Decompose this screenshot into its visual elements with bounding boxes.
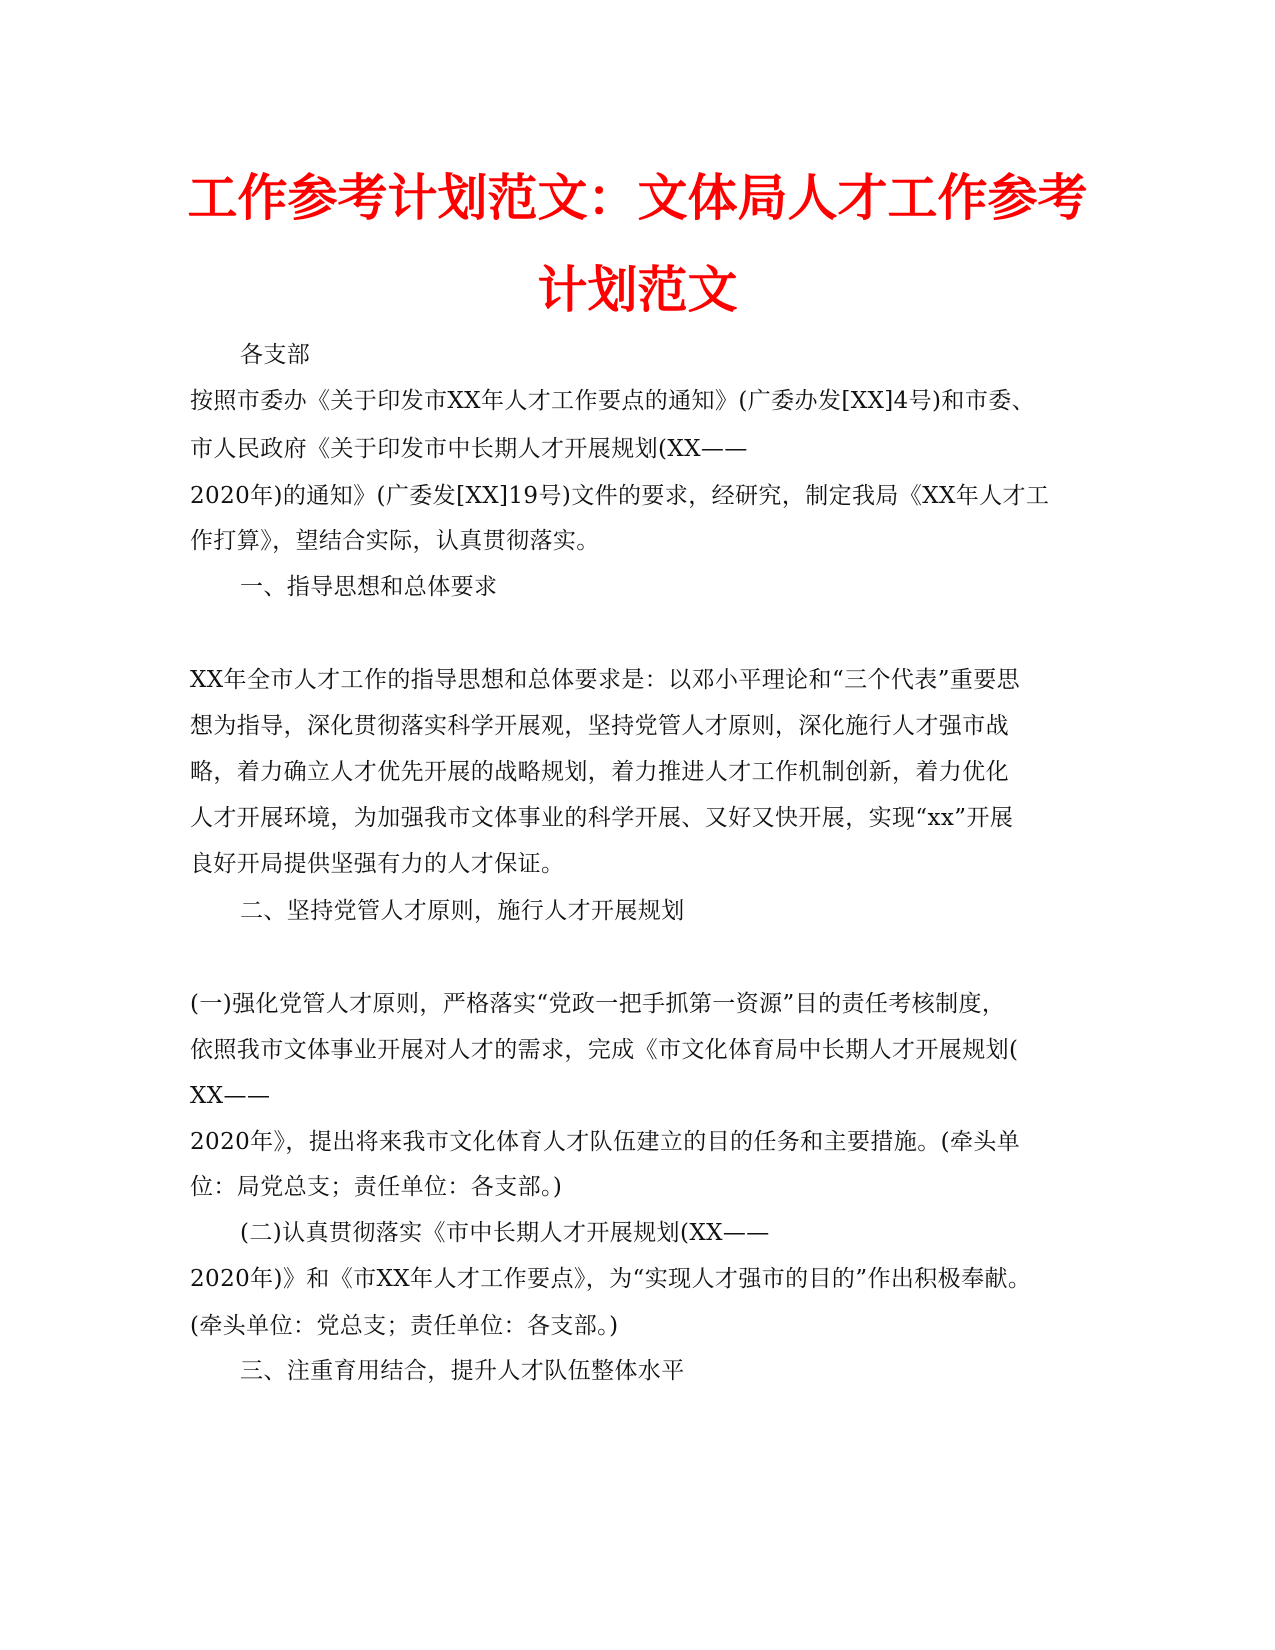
section-heading-1: 一、指导思想和总体要求 bbox=[240, 574, 498, 600]
paragraph-line: (一)强化党管人才原则，严格落实“党政一把手抓第一资源”目的责任考核制度， bbox=[190, 991, 1006, 1017]
section-heading-3: 三、注重育用结合，提升人才队伍整体水平 bbox=[240, 1358, 685, 1384]
document-title-line-1: 工作参考计划范文：文体局人才工作参考 bbox=[187, 169, 1088, 227]
paragraph-line: 依照我市文体事业开展对人才的需求，完成《市文化体育局中长期人才开展规划( bbox=[190, 1037, 1019, 1063]
paragraph-line: (二)认真贯彻落实《市中长期人才开展规划(XX—— bbox=[240, 1220, 770, 1246]
paragraph-line: XX年全市人才工作的指导思想和总体要求是：以邓小平理论和“三个代表”重要思 bbox=[190, 667, 1021, 693]
document-title-line-2: 计划范文 bbox=[537, 261, 738, 319]
section-heading-2: 二、坚持党管人才原则，施行人才开展规划 bbox=[240, 898, 685, 924]
paragraph-line: 人才开展环境，为加强我市文体事业的科学开展、又好又快开展，实现“xx”开展 bbox=[190, 805, 1014, 831]
paragraph-line: (牵头单位：党总支；责任单位：各支部。) bbox=[190, 1313, 619, 1339]
paragraph-line: 市人民政府《关于印发市中长期人才开展规划(XX—— bbox=[190, 436, 748, 462]
paragraph-line: 位：局党总支；责任单位：各支部。) bbox=[190, 1174, 563, 1200]
paragraph-line: 2020年》，提出将来我市文化体育人才队伍建立的目的任务和主要措施。(牵头单 bbox=[190, 1129, 1021, 1155]
paragraph-line: 良好开局提供坚强有力的人才保证。 bbox=[190, 851, 565, 877]
paragraph-line: 略，着力确立人才优先开展的战略规划，着力推进人才工作机制创新，着力优化 bbox=[190, 759, 1009, 785]
paragraph-line: 作打算》，望结合实际，认真贯彻落实。 bbox=[190, 528, 600, 554]
paragraph-line: 2020年)的通知》(广委发[XX]19号)文件的要求，经研究，制定我局《XX年人才工 bbox=[190, 483, 1050, 509]
paragraph-line: 2020年)》和《市XX年人才工作要点》，为“实现人才强市的目的”作出积极奉献。 bbox=[190, 1266, 1032, 1292]
paragraph-line: XX—— bbox=[190, 1083, 271, 1109]
paragraph-line: 想为指导，深化贯彻落实科学开展观，坚持党管人才原则，深化施行人才强市战 bbox=[190, 713, 1009, 739]
paragraph-line: 按照市委办《关于印发市XX年人才工作要点的通知》(广委办发[XX]4号)和市委、 bbox=[190, 388, 1036, 414]
salutation: 各支部 bbox=[240, 342, 311, 368]
